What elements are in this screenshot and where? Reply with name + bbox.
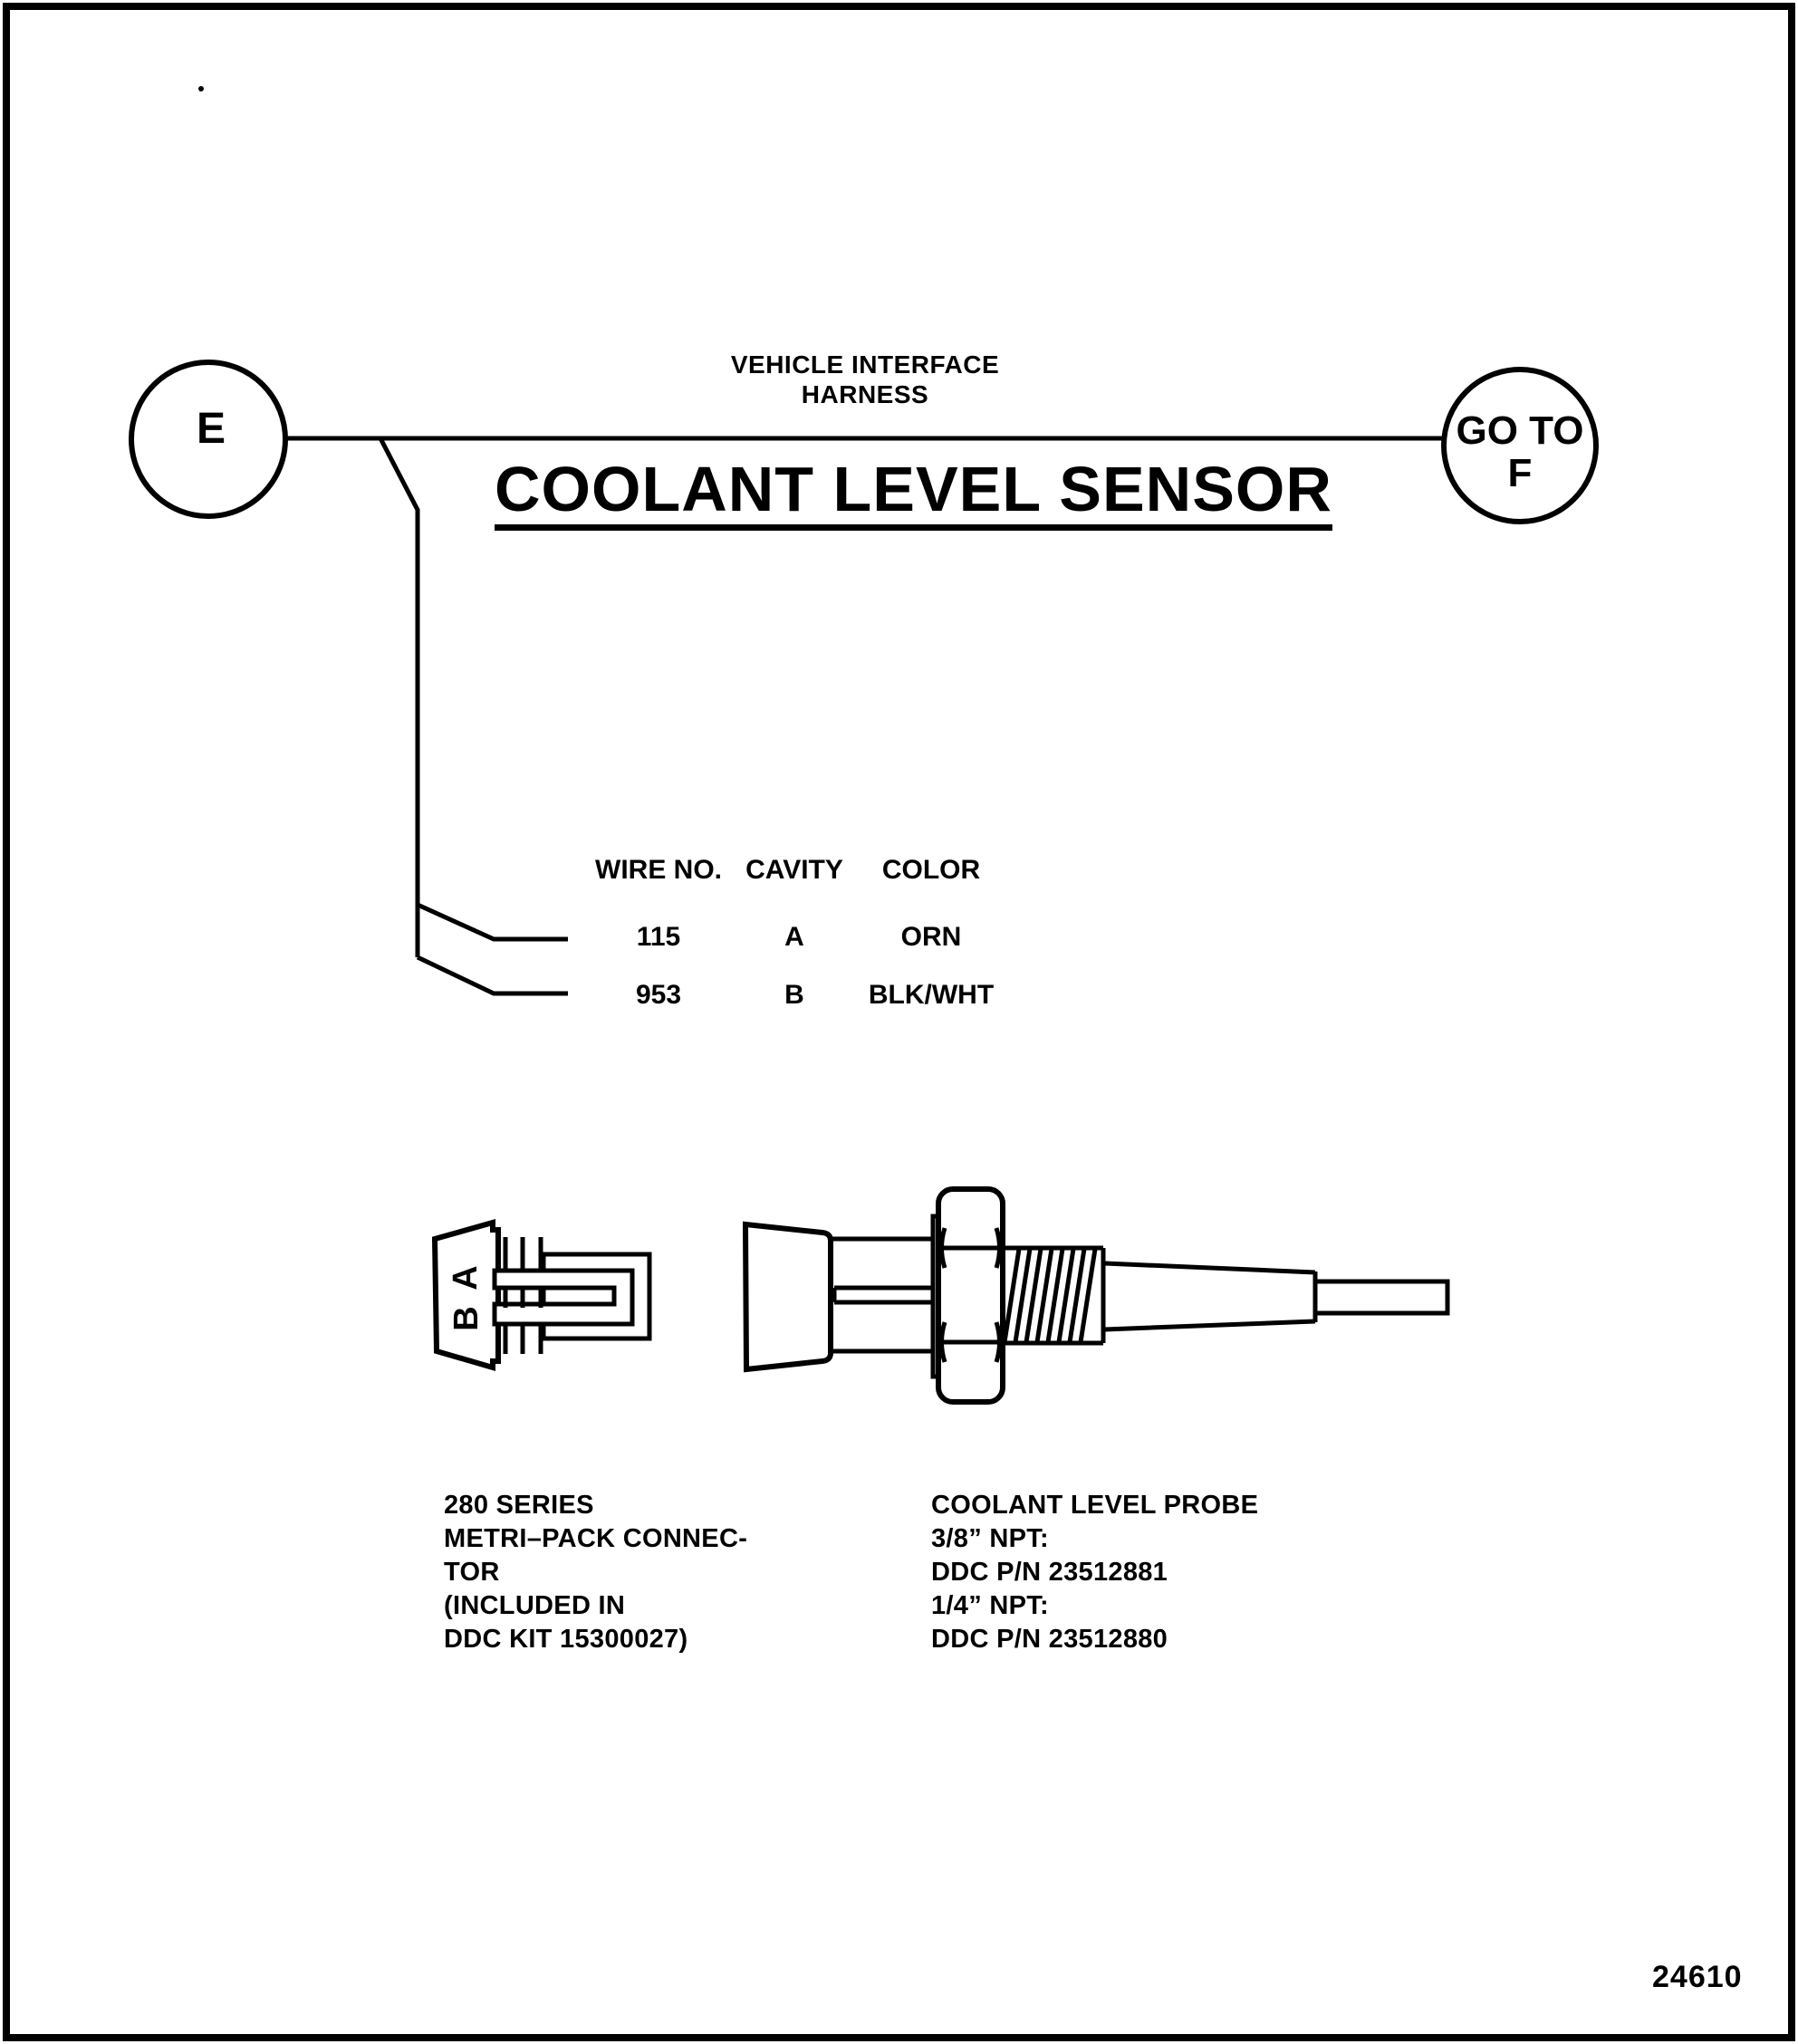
scan-artifact-dot <box>198 86 204 91</box>
wire-no-value: 953 <box>635 980 682 1010</box>
coolant-level-probe-drawing <box>745 1189 1447 1402</box>
color-value: BLK/WHT <box>868 980 995 1010</box>
probe-caption-line: 3/8” NPT: <box>931 1524 1050 1553</box>
wire-no-value: 115 <box>636 922 681 952</box>
connector-body <box>435 1223 498 1367</box>
connector-caption-line: METRI–PACK CONNEC- <box>444 1524 748 1553</box>
reference-circle-e-label: E <box>196 405 226 453</box>
probe-hex-nut <box>938 1189 1003 1402</box>
page-border <box>6 6 1792 2038</box>
page-title: COOLANT LEVEL SENSOR <box>495 456 1332 531</box>
probe-caption-line: DDC P/N 23512881 <box>931 1558 1168 1587</box>
page-title-wrap <box>495 454 1332 531</box>
connector-caption-line: 280 SERIES <box>444 1491 594 1520</box>
probe-cap <box>745 1224 831 1369</box>
wire-stub-953 <box>418 957 568 993</box>
go-to-target-label: F <box>1507 451 1533 495</box>
probe-caption-line: 1/4” NPT: <box>931 1591 1050 1620</box>
connector-cavity-b-label: B <box>447 1306 486 1331</box>
probe-taper <box>1105 1263 1315 1329</box>
probe-caption-line: COOLANT LEVEL PROBE <box>931 1491 1259 1520</box>
go-to-label: GO TO <box>1456 408 1584 453</box>
connector-caption-line: DDC KIT 15300027) <box>444 1625 688 1654</box>
harness-label <box>684 350 1046 409</box>
cavity-value: B <box>784 980 804 1010</box>
drawing-number: 24610 <box>1652 1960 1743 1994</box>
connector-caption <box>444 1489 747 1656</box>
probe-caption <box>931 1489 1258 1656</box>
connector-caption-line: TOR <box>444 1558 500 1587</box>
probe-thread-hatch <box>1005 1249 1095 1342</box>
harness-label-line2: HARNESS <box>801 380 929 408</box>
cavity-value: A <box>784 922 804 952</box>
connector-pins <box>505 1237 541 1354</box>
wire-table-header-wire-no: WIRE NO. <box>595 855 722 885</box>
metri-pack-connector-drawing <box>435 1223 649 1367</box>
probe-body-center-lines <box>834 1288 933 1302</box>
wire-table-header-color: COLOR <box>881 855 981 885</box>
wire-stub-115 <box>418 905 568 939</box>
harness-branch-line <box>380 438 418 957</box>
color-value: ORN <box>900 922 962 952</box>
harness-label-line1: VEHICLE INTERFACE <box>730 350 1000 379</box>
probe-caption-line: DDC P/N 23512880 <box>931 1625 1168 1654</box>
connector-caption-line: (INCLUDED IN <box>444 1591 626 1620</box>
wire-table-header-cavity: CAVITY <box>745 855 843 885</box>
connector-cavity-a-label: A <box>447 1265 485 1291</box>
probe-tip <box>1315 1281 1447 1313</box>
